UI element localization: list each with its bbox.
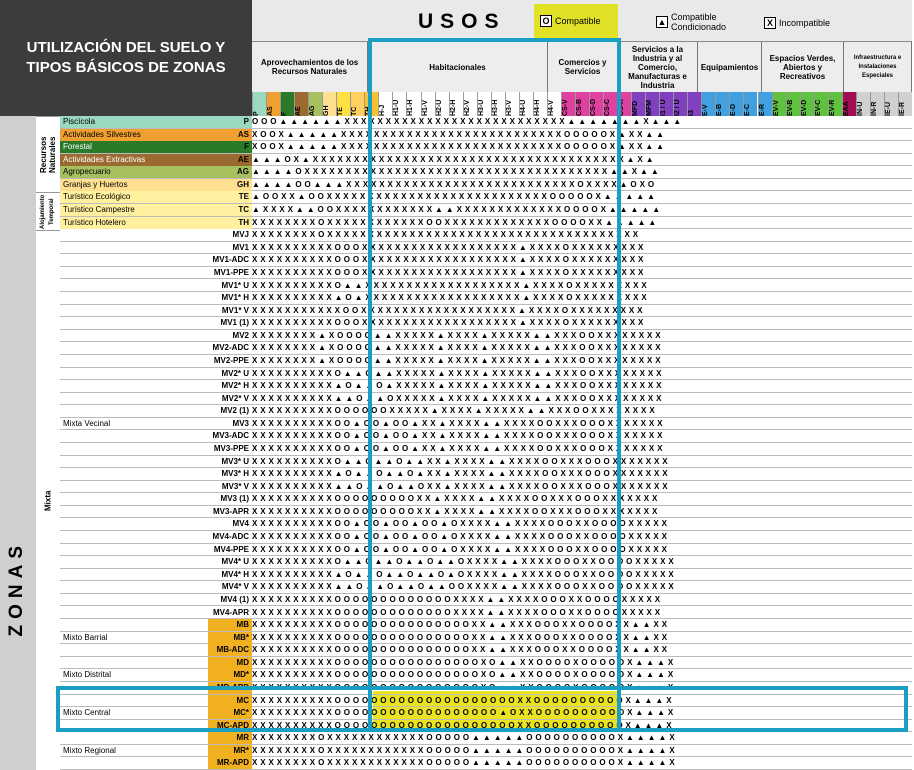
use-code-h1-u: H1-U — [392, 92, 406, 116]
zone-code: MV4* U — [221, 557, 249, 567]
zonas-label: ZONAS — [6, 540, 27, 637]
zone-code: MV3* U — [221, 456, 249, 466]
zone-code: F — [244, 142, 249, 152]
table-row — [60, 443, 912, 456]
table-row — [60, 430, 912, 443]
table-row — [60, 204, 912, 217]
use-code-e-d: E-D — [729, 92, 743, 116]
use-code-gh: GH — [322, 92, 336, 116]
compatibility-cells: X X X X X X X X X X O O O O O O O O O O O O O O O O X O ▲ ▲ X X O O O O X O O O O O X ▲ ▲ ▲ X — [252, 657, 674, 667]
zone-code: MV3-APR — [212, 506, 249, 516]
zone-name — [60, 581, 208, 593]
use-code-h2-h: H2-H — [449, 92, 463, 116]
zone-code: TE — [238, 192, 249, 202]
zone-name — [60, 405, 208, 417]
use-code-cs-c: CS-C — [603, 92, 617, 116]
zone-name: Mixto Barrial — [63, 632, 108, 642]
table-row — [60, 644, 912, 657]
zone-code: AS — [237, 129, 249, 139]
use-code-cs-r: CS-R — [617, 92, 631, 116]
use-code-h3-u: H3-U — [477, 92, 491, 116]
use-code-h3-v: H3-V — [505, 92, 519, 116]
title-line-2: TIPOS BÁSICOS DE ZONAS — [26, 59, 226, 76]
table-row — [60, 191, 912, 204]
group-comercios-servicios: Comercios y Servicios — [548, 42, 618, 92]
compatibility-cells: X X X X X X X X X X O O ▲ O O ▲ O O ▲ X X ▲ X X X X ▲ ▲ X X X X O O X X X O O O X X X X X X X — [252, 431, 663, 441]
zone-code: MV3-PPE — [213, 444, 249, 453]
compatibility-cells: X X X X X X X X X X ▲ O ▲ X X X X X X X X X X X X X X X X X X X ▲ X X X X O X X X X X X X X X — [252, 293, 648, 303]
table-row — [60, 493, 912, 506]
zone-name — [60, 330, 208, 342]
table-row — [60, 506, 912, 519]
zone-name — [60, 657, 208, 669]
group-servicios-industria: Servicios a la Industria y al Comercio, Manufacturas e Industria — [618, 42, 698, 92]
use-code-tc: TC — [350, 92, 364, 116]
compatibility-cells: ▲ X X X X ▲ ▲ O O X X X X X X X X X X X X ▲ ▲ X X X X X X X X X X X X X O O O O X ▲ ▲ ▲ ▲ ▲ — [252, 205, 661, 215]
zone-name — [60, 254, 208, 266]
compatibility-cells: X X X X X X X X ▲ X O O O O ▲ ▲ X X X X X ▲ X X X X ▲ X X X X X ▲ ▲ X X X O O X X X X X X X X — [252, 343, 661, 353]
use-code-ag: AG — [308, 92, 322, 116]
use-code-header — [252, 92, 912, 116]
legend-compatible-label: Compatible — [555, 16, 601, 26]
group-recursos-naturales: Aprovechamientos de los Recursos Naturales — [252, 42, 368, 92]
use-code-e-v: E-V — [701, 92, 715, 116]
table-row — [60, 217, 912, 230]
compatibility-cells: X X X X X X X X X X O O O X X X X X X X X X X X X X X X X X X X ▲ X X X X O X X X X X X X X X — [252, 242, 644, 252]
category-recursos-naturales: Recursos Naturales — [36, 116, 60, 192]
zone-code: MR-APD — [208, 757, 252, 769]
table-row — [60, 129, 912, 142]
zone-name — [60, 342, 208, 354]
zone-name: Mixto Distrital — [63, 670, 112, 680]
table-row — [60, 380, 912, 393]
use-code-cs-b: CS-B — [575, 92, 589, 116]
zone-code: MV2 — [232, 330, 249, 340]
zone-code: MC-APD — [208, 720, 252, 732]
compatibility-cells: X X X X X X X X X X O O O X X X X X X X X X X X X X X X X X X X ▲ X X X X O X X X X X X X X X — [252, 318, 644, 328]
zone-code: MV4-PPE — [213, 544, 249, 554]
zone-code: MV1* U — [221, 280, 249, 290]
compatibility-cells: X X X X X X X X ▲ X O O O O ▲ ▲ X X X X X ▲ X X X X ▲ X X X X X ▲ ▲ X X X O O X X X X X X X X — [252, 330, 661, 340]
legend-conditional-label-1: Compatible — [671, 12, 717, 22]
table-row — [60, 518, 912, 531]
compatibility-cells: X X X X X X X X X X ▲ ▲ O ▲ ▲ O ▲ ▲ O X X ▲ X X X X ▲ ▲ X X X X O O X X X O O O X X X X X X X — [252, 481, 668, 491]
zone-code: MV4* H — [221, 569, 249, 579]
zone-name — [60, 355, 208, 367]
table-row — [60, 481, 912, 494]
compatibility-cells: ▲ ▲ ▲ ▲ O X X X X X X X X X X X X X X X X X X X X X X X X X X X X X X X X X X X X X ▲ ▲ X ▲ ▲ — [252, 167, 660, 177]
zone-code: MVJ — [232, 230, 249, 240]
compatibility-cells: ▲ ▲ ▲ O X ▲ X X X X X X X X X X X X X X X X X X X X X X X X X X X X X X X X X X X X X X ▲ X ▲ — [252, 154, 654, 164]
zone-code: MV3* H — [221, 469, 249, 479]
legend-compatible — [534, 4, 618, 38]
zone-code: MR — [208, 732, 252, 744]
zone-code: AE — [237, 154, 249, 164]
table-row — [60, 745, 912, 758]
table-row — [60, 166, 912, 179]
compatibility-cells: X X X X X X X X X X O O O X X X X X X X X X X X X X X X X X X X ▲ X X X X O X X X X X X X X X — [252, 267, 644, 277]
zone-name: Turístico Hotelero — [60, 217, 252, 229]
zone-name — [60, 757, 208, 769]
table-row — [60, 280, 912, 293]
compatibility-cells: X X X X X X X X X X O ▲ ▲ X X X X X X X X X X X X X X X X X X X ▲ X X X X O X X X X X X X X X — [252, 280, 648, 290]
use-code-ev-r: EV-R — [828, 92, 842, 116]
zone-code: MR* — [208, 745, 252, 757]
zone-code: MD* — [208, 669, 252, 681]
compatibility-cells: X X X X X X X X X X O O O O O O O O O X X ▲ X X X X ▲ ▲ X X X X O O X X X O O O X X X X X X X — [252, 506, 658, 516]
zone-name — [60, 443, 208, 455]
zone-name — [60, 506, 208, 518]
table-title — [0, 0, 252, 116]
table-row — [60, 141, 912, 154]
zone-name — [60, 594, 208, 606]
compatibility-cells: X X X X X X X X O X X X X X X X X X X X X X X X X X X X X X X X X X X X X X X X X X X X X X X — [252, 230, 639, 240]
zone-code: MV1-PPE — [213, 267, 249, 277]
table-row — [60, 695, 912, 708]
table-row — [60, 242, 912, 255]
table-row — [60, 657, 912, 670]
zone-name — [60, 430, 208, 442]
table-row — [60, 607, 912, 620]
zone-name — [60, 292, 208, 304]
use-code-as: AS — [266, 92, 280, 116]
compatibility-cells: X X X X X X X X X X O O O O O O O O O O O O O X X X X ▲ ▲ X X X X O O O X X O O O O X X X X X — [252, 594, 661, 604]
zone-name — [60, 305, 208, 317]
table-row — [60, 569, 912, 582]
zone-code: MV3* V — [221, 481, 249, 491]
use-code-h2-u: H2-U — [435, 92, 449, 116]
table-row — [60, 342, 912, 355]
table-row — [60, 393, 912, 406]
compatibility-cells: X X X X X X X X X X O ▲ ▲ O ▲ ▲ X X X X X ▲ X X X X ▲ X X X X X ▲ ▲ X X X O O X X X X X X X X — [252, 368, 662, 378]
group-equipamientos: Equipamientos — [698, 42, 762, 92]
use-code-h-j: H-J — [378, 92, 392, 116]
zone-code: MB* — [208, 632, 252, 644]
zone-code: MV3 — [232, 418, 249, 428]
zone-name — [60, 229, 208, 241]
zone-code: MV1 — [232, 242, 249, 252]
usos-heading: USOS — [418, 10, 506, 33]
zone-code: GH — [237, 179, 249, 189]
compatibility-cells: X X X X X X X X X X ▲ ▲ O ▲ ▲ O ▲ ▲ O ▲ ▲ O O X X X X ▲ ▲ X X X X O O O X X O O O O X X X X X — [252, 582, 675, 592]
table-row — [60, 305, 912, 318]
table-row — [60, 682, 912, 695]
zone-code: MV4 — [232, 519, 249, 529]
table-row — [60, 330, 912, 343]
use-code-f: F — [280, 92, 294, 116]
zone-code: MD-APD — [208, 682, 252, 694]
zone-name — [60, 619, 208, 631]
table-row — [60, 116, 912, 129]
compatibility-cells: X X X X X X X X X X O O O O O O O O O O O O O O O X X ▲ ▲ X X X O O O X X O O O O X X ▲ ▲ X X — [252, 632, 668, 642]
zone-name: Actividades Extractivas — [60, 154, 252, 166]
compatibility-cells: X O O X ▲ ▲ ▲ ▲ ▲ X X X X X X X X X X X X X X X X X X X X X X X X X X X O O O O O X ▲ X X ▲ ▲ — [252, 129, 665, 139]
zone-name — [60, 368, 208, 380]
zone-name: Agropecuario — [60, 166, 252, 178]
zone-code: MB — [208, 619, 252, 631]
use-code-e-b: E-B — [715, 92, 729, 116]
zone-name: Granjas y Huertos — [60, 179, 252, 191]
zone-name — [60, 695, 208, 707]
use-code-h4-h: H4-H — [533, 92, 547, 116]
zone-code: TH — [238, 217, 249, 227]
compatibility-cells: X X X X X X X X O X X X X X X X X X X X X O O O O O ▲ ▲ ▲ ▲ ▲ O O O O O O O O O O X ▲ ▲ ▲ ▲ X — [252, 745, 676, 755]
group-infraestructura: Infraestructura e Instalaciones Especiales — [844, 42, 912, 92]
legend-incompatible-label: Incompatible — [779, 18, 831, 28]
zone-code: MV1-ADC — [212, 255, 249, 265]
zone-name — [60, 481, 208, 493]
compatible-symbol: O — [540, 15, 552, 27]
legend-conditional-label-2: Condicionado — [671, 22, 727, 32]
zone-name — [60, 607, 208, 619]
zone-code: P — [243, 117, 249, 126]
table-row — [60, 669, 912, 682]
zone-code: MV1 (1) — [220, 318, 249, 328]
use-code-e-r: E-R — [758, 92, 772, 116]
compatibility-cells: X X X X X X X X X X ▲ O ▲ ▲ O ▲ X X X X X ▲ X X X X ▲ X X X X X ▲ ▲ X X X O O X X X X X X X X — [252, 381, 662, 391]
table-row — [60, 254, 912, 267]
zone-code: MV2* U — [221, 368, 249, 378]
use-code-eaa: EAA — [842, 92, 856, 116]
use-code-ev-d: EV-D — [800, 92, 814, 116]
zone-code: MV4* V — [221, 582, 249, 592]
table-row — [60, 229, 912, 242]
zone-name — [60, 380, 208, 392]
title-line-1: UTILIZACIÓN DEL SUELO Y — [26, 39, 226, 56]
zone-name: Turístico Ecológico — [60, 191, 252, 203]
use-code-h2-v: H2-V — [463, 92, 477, 116]
table-row — [60, 581, 912, 594]
zone-code: TC — [238, 205, 249, 215]
conditional-symbol: ▲ — [657, 17, 667, 27]
compatibility-cells: X X X X X X X X X X O O O O O O X X X X X ▲ X X X X ▲ X X X X X ▲ ▲ X X X O O X X X X X X X X — [252, 406, 656, 416]
zone-code: MV3 (1) — [220, 494, 249, 504]
table-row — [60, 154, 912, 167]
compatibility-cells: X X X X X X X X X X O O O O O O O O O O O O O O O O O O ▲ O X X O O O O O O O O O O X ▲ ▲ ▲ X — [252, 708, 674, 718]
zone-code: MV4-APR — [212, 607, 249, 617]
zone-code: MV2* H — [221, 381, 249, 391]
zone-name — [60, 242, 208, 254]
compatibility-cells: X X X X X X X X X X O O O O O O O O O O O O O O O O X O ▲ ▲ X X O O O O X O O O O O X ▲ ▲ ▲ X — [252, 682, 674, 692]
zone-name — [60, 531, 208, 543]
table-row — [60, 368, 912, 381]
use-code-h1-h: H1-H — [406, 92, 420, 116]
use-code-mfd: MFD — [631, 92, 645, 116]
compatibility-cells: X X X X X X X X X X ▲ O ▲ ▲ O ▲ ▲ O ▲ X X ▲ X X X X ▲ ▲ X X X X O O X X X O O O X X X X X X X — [252, 469, 668, 479]
zone-code: AG — [237, 167, 249, 177]
table-row — [60, 720, 912, 733]
use-code-ae: AE — [294, 92, 308, 116]
table-row — [60, 317, 912, 330]
table-row — [60, 757, 912, 770]
use-code-i1-u: I1 / U — [659, 92, 673, 116]
zone-name: Mixta Vecinal — [63, 418, 111, 428]
use-code-h4-v: H4-V — [547, 92, 561, 116]
zone-name: Piscícola — [60, 116, 252, 128]
use-code-ev-b: EV-B — [786, 92, 800, 116]
use-code-h1-v: H1-V — [421, 92, 435, 116]
compatibility-cells: O O O ▲ ▲ ▲ ▲ ▲ ▲ X X X X X X X X X X X X X X X X X X X X X X X X X X X ▲ ▲ ▲ ▲ ▲ ▲ ▲ X ▲ ▲ ▲ — [252, 117, 682, 126]
table-row — [60, 544, 912, 557]
use-code-i3: I3 — [687, 92, 701, 116]
use-code-p: P — [252, 92, 266, 116]
zone-name — [60, 456, 208, 468]
use-code-in-u: IN-U — [856, 92, 870, 116]
zone-name — [60, 732, 208, 744]
table-row — [60, 355, 912, 368]
compatibility-cells: X X X X X X X X X X O O O X X X X X X X X X X X X X X X X X X X ▲ X X X X O X X X X X X X X X — [252, 255, 644, 265]
zonas-column — [0, 116, 36, 770]
table-row — [60, 292, 912, 305]
zone-code: MV1* V — [221, 305, 249, 315]
compatibility-cells: X X X X X X X X ▲ X O O O O ▲ ▲ X X X X X ▲ X X X X ▲ X X X X X ▲ ▲ X X X O O X X X X X X X X — [252, 355, 661, 365]
compatibility-cells: X O O X ▲ ▲ ▲ ▲ ▲ X X X X X X X X X X X X X X X X X X X X X X X X X X X O O O O O X ▲ X X ▲ ▲ — [252, 142, 665, 152]
legend-incompatible — [764, 17, 830, 29]
zone-name — [60, 267, 208, 279]
zone-code: MV1* H — [221, 293, 249, 303]
use-code-th: TH — [364, 92, 378, 116]
compatibility-cells: X X X X X X X X X X O O O O O O O O O O O O O X X X X ▲ ▲ X X X X O O O X X O O O O X X X X X — [252, 607, 661, 617]
table-row — [60, 468, 912, 481]
zone-name — [60, 720, 208, 732]
compatibility-cells: X X X X X X X X X X O O ▲ O O ▲ O O ▲ X X ▲ X X X X ▲ ▲ X X X X O O X X X O O O X X X X X X X — [252, 418, 663, 428]
zone-code: MV4 (1) — [220, 594, 249, 604]
table-row — [60, 456, 912, 469]
compatibility-cells: X X X X X X X X O X X X X X X X X X X X X O O O O O ▲ ▲ ▲ ▲ ▲ O O O O O O O O O O X ▲ ▲ ▲ ▲ X — [252, 733, 676, 743]
use-code-cs-d: CS-D — [589, 92, 603, 116]
table-row — [60, 556, 912, 569]
zone-name: Mixto Regional — [63, 745, 116, 755]
table-row — [60, 531, 912, 544]
category-alojamiento-temporal: Alojamiento Temporal — [36, 192, 60, 230]
table-row — [60, 594, 912, 607]
zone-name — [60, 280, 208, 292]
use-code-cs-v: CS-V — [561, 92, 575, 116]
group-habitacionales: Habitacionales — [368, 42, 548, 92]
zone-code: MD — [208, 657, 252, 669]
table-row — [60, 707, 912, 720]
compatibility-cells: X X X X X X X X X X O ▲ ▲ O ▲ ▲ O ▲ ▲ X X ▲ X X X X ▲ ▲ X X X X O O X X X O O O X X X X X X X — [252, 456, 668, 466]
zone-name — [60, 493, 208, 505]
zone-code: MV2* V — [221, 393, 249, 403]
use-code-ev-c: EV-C — [814, 92, 828, 116]
use-code-i2-u: I2 / U — [673, 92, 687, 116]
zone-name — [60, 644, 208, 656]
group-espacios-verdes: Espacios Verdes, Abiertos y Recreativos — [762, 42, 844, 92]
compatibility-cells: X X X X X X X X X X O O O O O O O O O X X ▲ X X X X ▲ ▲ X X X X O O X X X O O O X X X X X X X — [252, 494, 658, 504]
use-code-h4-u: H4-U — [519, 92, 533, 116]
compatibility-cells: X X X X X X X X X X O O O O O O O O O O O O O O O X X ▲ ▲ X X X O O O X X O O O O X X ▲ ▲ X X — [252, 645, 668, 655]
zone-name — [60, 518, 208, 530]
use-code-ie-r: IE-R — [898, 92, 912, 116]
compatibility-cells: X X X X X X X X X X ▲ ▲ O ▲ ▲ O X X X X X ▲ X X X X ▲ X X X X X ▲ ▲ X X X O O X X X X X X X X — [252, 393, 662, 403]
table-row — [60, 179, 912, 192]
zone-name — [60, 682, 208, 694]
compatibility-cells: X X X X X X X X X X O O O O O O O O O O O O O O O X X ▲ ▲ X X X O O O X X O O O O X X ▲ ▲ X X — [252, 620, 668, 630]
zone-name: Mixto Central — [63, 708, 111, 718]
table-row — [60, 267, 912, 280]
zone-code: MV2-PPE — [213, 355, 249, 365]
compatibility-cells: X X X X X X X X O X X X X X X X X X X X X O O X X X X X X X X X X X X X O O O O X X ▲ ▲ ▲ ▲ ▲ — [252, 217, 657, 227]
compatibility-cells: X X X X X X X X X X X O O X X X X X X X X X X X X X X X X X X X ▲ X X X X O X X X X X X X X X — [252, 305, 643, 315]
use-code-ev-v: EV-V — [772, 92, 786, 116]
zone-name — [60, 556, 208, 568]
zone-code: MC* — [208, 707, 252, 719]
zone-code: MV2 (1) — [220, 406, 249, 416]
table-row — [60, 732, 912, 745]
compatibility-cells: X X X X X X X X X X O O ▲ O O ▲ O O ▲ O O ▲ O X X X X ▲ ▲ X X X X O O O X X O O O O X X X X X — [252, 519, 668, 529]
legend-conditional — [656, 12, 726, 32]
zone-name: Actividades Silvestres — [60, 129, 252, 141]
table-row — [60, 418, 912, 431]
table-row — [60, 619, 912, 632]
compatibility-cells: X X X X X X X X X X O O ▲ O O ▲ O O ▲ O O ▲ O X X X X ▲ ▲ X X X X O O O X X O O O O X X X X X — [252, 532, 668, 542]
use-code-te: TE — [336, 92, 350, 116]
zone-name — [60, 317, 208, 329]
zone-name — [60, 544, 208, 556]
use-code-in-r: IN-R — [870, 92, 884, 116]
zone-name: Turístico Campestre — [60, 204, 252, 216]
compatibility-cells: X X X X X X X X X X O O ▲ O O ▲ O O ▲ X X ▲ X X X X ▲ ▲ X X X X O O X X X O O O X X X X X X X — [252, 444, 663, 453]
zone-name — [60, 468, 208, 480]
use-code-h3-h: H3-H — [491, 92, 505, 116]
zone-name — [60, 393, 208, 405]
table-row — [60, 632, 912, 645]
use-code-mfm: MFM — [645, 92, 659, 116]
table-row — [60, 405, 912, 418]
compatibility-cells: X X X X X X X X X X O O O O O O O O O O O O O O O O O O O O X X O O O O O O O O O O X ▲ ▲ ▲ X — [252, 720, 672, 730]
compatibility-cells: ▲ O O X X ▲ O O X X X X X X X X X X X X X X X X X X X X X X X X X X X O O O O O X ▲ ▲ ▲ ▲ ▲ — [252, 192, 656, 202]
compatibility-cells: X X X X X X X X X X O O O O O O O O O O O O O O O O X O ▲ ▲ X X O O O O X O O O O O X ▲ ▲ ▲ X — [252, 670, 674, 680]
incompatible-symbol: X — [764, 17, 776, 29]
zone-name — [60, 569, 208, 581]
category-mixta: Mixta — [36, 230, 60, 770]
use-code-e-c: E-C — [743, 92, 757, 116]
zone-code: MB-ADC — [208, 644, 252, 656]
compatibility-cells: X X X X X X X X X X O O ▲ O O ▲ O O ▲ O O ▲ O X X X X ▲ ▲ X X X X O O O X X O O O O X X X X X — [252, 544, 668, 554]
compatibility-cells: X X X X X X X X X X ▲ O ▲ ▲ O ▲ ▲ O ▲ ▲ O ▲ O X X X X ▲ ▲ X X X X O O O X X O O O O X X X X X — [252, 569, 675, 579]
use-code-ie-u: IE-U — [884, 92, 898, 116]
compatibility-cells: X X X X X X X X X X O O O O O O O O O O O O O O O O O O O O X X O O O O O O O O O O X ▲ ▲ ▲ X — [252, 695, 672, 705]
zone-code: MV2-ADC — [212, 343, 249, 353]
zone-code: MV4-ADC — [212, 532, 249, 542]
compatibility-cells: ▲ ▲ ▲ ▲ O O ▲ ▲ ▲ X X X X X X X X X X X X X X X X X X X X X X X X X X X X O X X X X ▲ O X O — [252, 179, 655, 189]
compatibility-cells: X X X X X X X X X X O ▲ ▲ O ▲ ▲ O ▲ ▲ O ▲ ▲ O X X X X ▲ ▲ X X X X O O O X X O O O O X X X X X — [252, 557, 675, 567]
zone-code: MV3-ADC — [212, 431, 249, 441]
zone-name: Forestal — [60, 141, 252, 153]
zone-code: MC — [208, 695, 252, 707]
compatibility-cells: X X X X X X X X O X X X X X X X X X X X X O O O O O ▲ ▲ ▲ ▲ ▲ O O O O O O O O O O X ▲ ▲ ▲ ▲ X — [252, 758, 676, 768]
